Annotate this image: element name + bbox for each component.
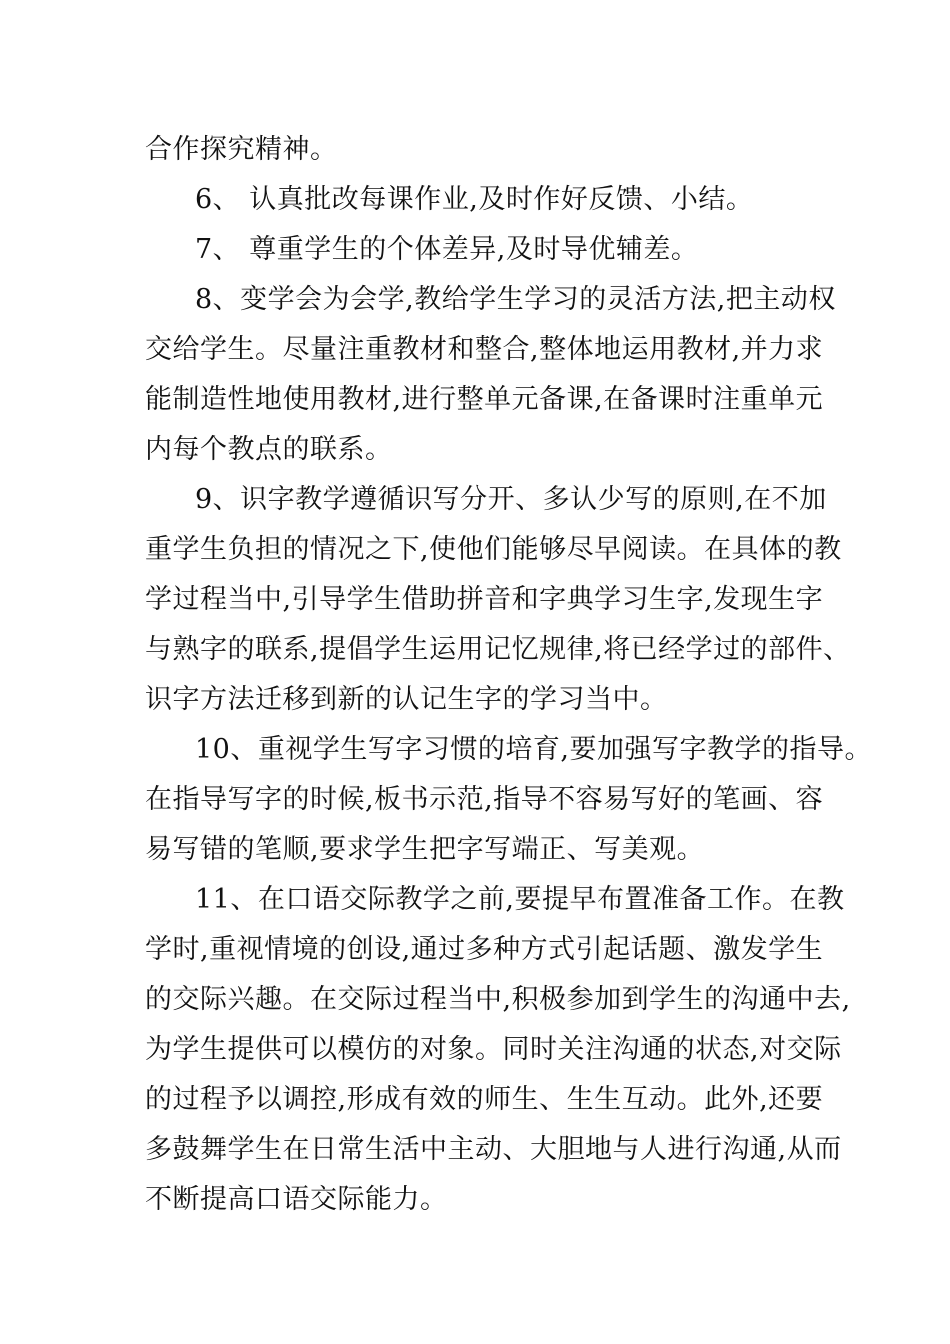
text-line: 能制造性地使用教材,进行整单元备课,在备课时注重单元	[145, 384, 824, 415]
text-line: 的过程予以调控,形成有效的师生、生生互动。此外,还要	[145, 1084, 824, 1115]
text-line: 识字方法迁移到新的认记生字的学习当中。	[145, 684, 668, 715]
text-line: 重学生负担的情况之下,使他们能够尽早阅读。在具体的教	[145, 534, 842, 565]
text-line: 易写错的笔顺,要求学生把字写端正、写美观。	[145, 834, 705, 865]
text-line: 合作探究精神。	[145, 134, 338, 165]
text-line: 学过程当中,引导学生借助拼音和字典学习生字,发现生字	[145, 584, 824, 615]
text-line: 与熟字的联系,提倡学生运用记忆规律,将已经学过的部件、	[145, 634, 851, 665]
text-line: 8、变学会为会学,教给学生学习的灵活方法,把主动权	[195, 284, 836, 315]
text-line: 7、 尊重学生的个体差异,及时导优辅差。	[195, 234, 699, 265]
text-line: 交给学生。尽量注重教材和整合,整体地运用教材,并力求	[145, 334, 824, 365]
text-line: 内每个教点的联系。	[145, 434, 393, 465]
text-line: 的交际兴趣。在交际过程当中,积极参加到学生的沟通中去,	[145, 984, 851, 1015]
text-line: 10、重视学生写字习惯的培育,要加强写字教学的指导。	[195, 734, 872, 765]
text-line: 9、识字教学遵循识写分开、多认少写的原则,在不加	[195, 484, 827, 515]
text-line: 在指导写字的时候,板书示范,指导不容易写好的笔画、容	[145, 784, 824, 815]
text-line: 多鼓舞学生在日常生活中主动、大胆地与人进行沟通,从而	[145, 1134, 842, 1165]
text-line: 为学生提供可以模仿的对象。同时关注沟通的状态,对交际	[145, 1034, 842, 1065]
text-line: 不断提高口语交际能力。	[145, 1184, 448, 1215]
text-line: 6、 认真批改每课作业,及时作好反馈、小结。	[195, 184, 754, 215]
text-line: 学时,重视情境的创设,通过多种方式引起话题、激发学生	[145, 934, 824, 965]
text-line: 11、在口语交际教学之前,要提早布置准备工作。在教	[195, 884, 845, 915]
